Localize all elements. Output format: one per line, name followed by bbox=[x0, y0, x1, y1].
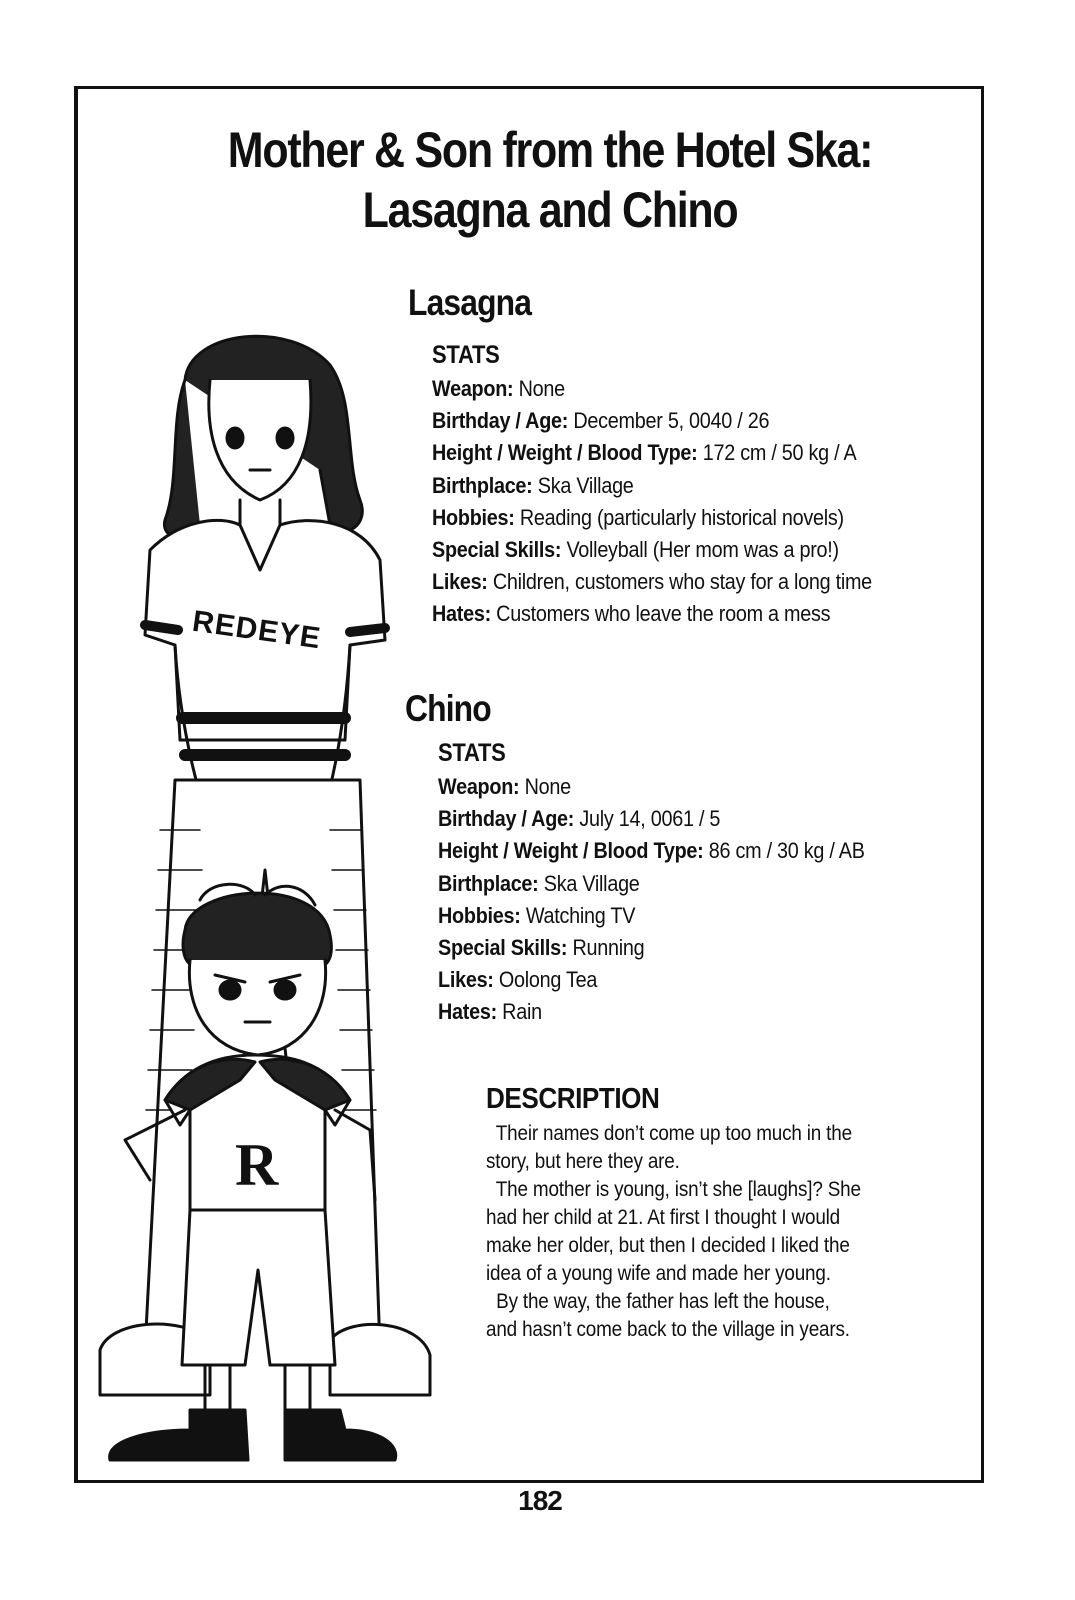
lasagna-stat-row bbox=[432, 566, 872, 598]
chino-stat-value: Running bbox=[567, 935, 645, 961]
character-illustration bbox=[90, 310, 440, 1480]
page-title bbox=[215, 120, 886, 240]
lasagna-stat-row bbox=[432, 534, 872, 566]
chino-stats-header: STATS bbox=[438, 739, 506, 767]
lasagna-stat-row bbox=[432, 502, 872, 534]
chino-stat-row bbox=[438, 835, 865, 867]
title-line-1: Mother & Son from the Hotel Ska: bbox=[227, 122, 873, 178]
chino-stat-row bbox=[438, 900, 865, 932]
lasagna-stat-label: Hates: bbox=[432, 601, 491, 627]
lasagna-stat-label: Height / Weight / Blood Type: bbox=[432, 440, 698, 466]
lasagna-face bbox=[209, 380, 311, 500]
lasagna-stat-label: Hobbies: bbox=[432, 504, 515, 530]
lasagna-stat-row bbox=[432, 470, 872, 502]
chino-stat-value: Rain bbox=[496, 999, 542, 1025]
description-line: The mother is young, isn’t she [laughs]? She bbox=[486, 1178, 861, 1201]
chino-stat-label: Height / Weight / Blood Type: bbox=[438, 838, 704, 864]
lasagna-stat-value: 172 cm / 50 kg / A bbox=[697, 440, 857, 466]
chino-stats bbox=[438, 736, 865, 1029]
title-line-2: Lasagna and Chino bbox=[362, 182, 738, 238]
description-line: and hasn’t come back to the village in years. bbox=[486, 1318, 850, 1341]
lasagna-stat-value: December 5, 0040 / 26 bbox=[568, 408, 770, 434]
chino-stat-value: Oolong Tea bbox=[493, 967, 598, 993]
description-line: make her older, but then I decided I liked the bbox=[486, 1234, 850, 1257]
chino-stat-label: Likes: bbox=[438, 967, 494, 993]
chino-stat-value: 86 cm / 30 kg / AB bbox=[703, 838, 865, 864]
lasagna-stat-row bbox=[432, 598, 872, 630]
description-line: By the way, the father has left the house, bbox=[486, 1290, 830, 1313]
lasagna-stats bbox=[432, 338, 872, 631]
chino-stat-row bbox=[438, 803, 865, 835]
chino-stat-row bbox=[438, 868, 865, 900]
page-number: 182 bbox=[518, 1485, 562, 1516]
description-line: Their names don’t come up too much in the bbox=[486, 1122, 852, 1145]
chino-hair bbox=[183, 893, 331, 966]
lasagna-stat-value: Ska Village bbox=[532, 472, 634, 498]
lasagna-stat-value: Reading (particularly historical novels) bbox=[514, 504, 844, 530]
lasagna-stat-row bbox=[432, 437, 872, 469]
chino-stat-label: Weapon: bbox=[438, 774, 520, 799]
description-text bbox=[486, 1120, 909, 1344]
chino-stat-label: Birthplace: bbox=[438, 870, 539, 896]
chino-stat-value: July 14, 0061 / 5 bbox=[574, 806, 721, 832]
lasagna-stat-label: Special Skills: bbox=[432, 537, 562, 563]
chino-stat-value: Ska Village bbox=[538, 870, 640, 896]
chino-stat-row bbox=[438, 771, 865, 803]
description-line: story, but here they are. bbox=[486, 1150, 680, 1173]
lasagna-stats-header: STATS bbox=[432, 341, 500, 369]
chino-stat-row bbox=[438, 996, 865, 1028]
chino-stat-label: Hobbies: bbox=[438, 902, 521, 928]
lasagna-name: Lasagna bbox=[408, 282, 532, 323]
lasagna-stat-label: Birthday / Age: bbox=[432, 408, 569, 434]
lasagna-stat-row bbox=[432, 373, 872, 405]
lasagna-stat-value: None bbox=[513, 376, 565, 401]
description-line: had her child at 21. At first I thought I would bbox=[486, 1206, 841, 1229]
chino-stat-label: Special Skills: bbox=[438, 935, 568, 961]
chino-stat-row bbox=[438, 964, 865, 996]
lasagna-stat-label: Weapon: bbox=[432, 376, 514, 401]
chino-stat-value: None bbox=[519, 774, 571, 799]
lasagna-stat-value: Volleyball (Her mom was a pro!) bbox=[561, 537, 839, 563]
chino-name: Chino bbox=[405, 688, 491, 729]
lasagna-stat-label: Likes: bbox=[432, 569, 488, 595]
chino-stat-label: Hates: bbox=[438, 999, 497, 1025]
lasagna-shirt-text: REDEYE bbox=[190, 604, 324, 656]
lasagna-stat-value: Children, customers who stay for a long time bbox=[487, 569, 872, 595]
chino-stat-row bbox=[438, 932, 865, 964]
chino-stat-value: Watching TV bbox=[520, 902, 636, 928]
chino-stat-label: Birthday / Age: bbox=[438, 806, 575, 832]
lasagna-stat-row bbox=[432, 405, 872, 437]
description-header: DESCRIPTION bbox=[486, 1083, 660, 1115]
lasagna-stat-label: Birthplace: bbox=[432, 472, 533, 498]
description-line: idea of a young wife and made her young. bbox=[486, 1262, 831, 1285]
description-block bbox=[486, 1082, 909, 1344]
chino-shirt-glyph: R bbox=[235, 1132, 279, 1198]
lasagna-stat-value: Customers who leave the room a mess bbox=[490, 601, 831, 627]
